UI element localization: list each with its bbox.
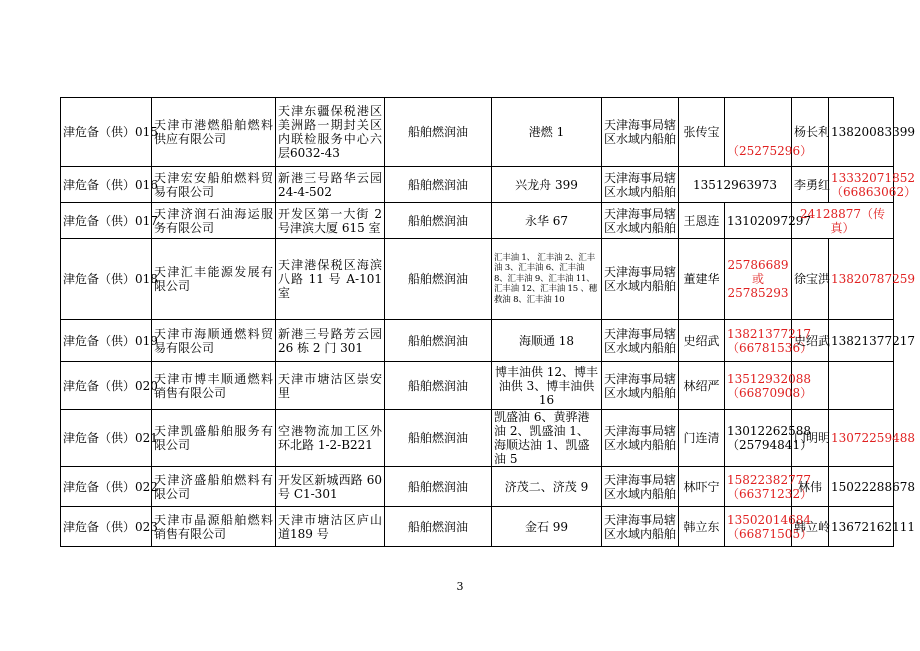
product-type: 船舶燃润油 (385, 203, 492, 239)
company-name: 天津市博丰顺通燃料销售有限公司 (152, 362, 276, 410)
product-type: 船舶燃润油 (385, 467, 492, 507)
company-address: 新港三号路华云园24-4-502 (276, 167, 385, 203)
company-address: 天津市塘沽区崇安里 (276, 362, 385, 410)
service-area: 天津海事局辖区水域内船舶 (602, 410, 679, 467)
contact-phone-2: 13820787259 (829, 239, 894, 320)
contact-phone-1: 13102097297 (725, 203, 792, 239)
record-id: 津危备（供）023 (61, 507, 152, 547)
company-name: 天津宏安船舶燃料贸易有限公司 (152, 167, 276, 203)
company-address: 新港三号路芳云园 26 栋 2 门 301 (276, 320, 385, 362)
company-name: 天津济润石油海运服务有限公司 (152, 203, 276, 239)
contact-phone-2: 15022288678 (829, 467, 894, 507)
product-type: 船舶燃润油 (385, 167, 492, 203)
record-id: 津危备（供）022 (61, 467, 152, 507)
record-id: 津危备（供）018 (61, 239, 152, 320)
service-area: 天津海事局辖区水域内船舶 (602, 98, 679, 167)
contact-phone-1: 15822382777（66371232） (725, 467, 792, 507)
vessel-names: 金石 99 (492, 507, 602, 547)
table-row (61, 362, 894, 410)
contact-phone-1: 13821377217（66781536） (725, 320, 792, 362)
company-name: 天津市晶源船舶燃料销售有限公司 (152, 507, 276, 547)
contact-phone-2: 13821377217 (829, 320, 894, 362)
vessel-names: 济茂二、济茂 9 (492, 467, 602, 507)
company-name: 天津凯盛船舶服务有限公司 (152, 410, 276, 467)
supplier-registry-table (60, 97, 917, 547)
service-area: 天津海事局辖区水域内船舶 (602, 203, 679, 239)
company-address: 天津东疆保税港区美洲路一期封关区内联检服务中心六层6032-43 (276, 98, 385, 167)
company-address: 开发区第一大街 2 号津滨大厦 615 室 (276, 203, 385, 239)
contact-person-2: 韩立岭 (792, 507, 829, 547)
record-id: 津危备（供）015 (61, 98, 152, 167)
contact-phone-1: （25275296） (725, 98, 792, 167)
contact-phone-2: 13672162111 (829, 507, 894, 547)
product-type: 船舶燃润油 (385, 410, 492, 467)
table-row (61, 410, 894, 467)
company-name: 天津汇丰能源发展有限公司 (152, 239, 276, 320)
vessel-names: 凯盛油 6、黄骅港油 2、凯盛油 1、海顺达油 1、凯盛油 5 (492, 410, 602, 467)
vessel-names: 海顺通 18 (492, 320, 602, 362)
vessel-names: 博丰油供 12、博丰油供 3、博丰油供 16 (492, 362, 602, 410)
contact-person-1: 史绍武 (679, 320, 725, 362)
contact-phone-2: 13820083399 (829, 98, 894, 167)
vessel-names: 港燃 1 (492, 98, 602, 167)
service-area: 天津海事局辖区水域内船舶 (602, 167, 679, 203)
table-row (61, 467, 894, 507)
contact-person-2: 徐宝洪 (792, 239, 829, 320)
table-row (61, 167, 894, 203)
contact-person-2: 李勇红 (792, 167, 829, 203)
product-type: 船舶燃润油 (385, 362, 492, 410)
contact-phone-2: 13332071852（66863062） (829, 167, 894, 203)
contact-phone-2: 24128877（传真） (792, 203, 894, 239)
vessel-names: 汇丰油 1、 汇丰油 2、汇丰油 3、汇丰油 6、汇丰油 8、汇丰油 9、汇丰油 11、汇丰油 12、汇丰油 15 、穗救油 8、汇丰油 10 (492, 239, 602, 320)
contact-person-2: 门明明 (792, 410, 829, 467)
contact-phone-1: 13502014684（66871505） (725, 507, 792, 547)
product-type: 船舶燃润油 (385, 239, 492, 320)
table-row (61, 203, 894, 239)
contact-person-1: 张传宝 (679, 98, 725, 167)
contact-phone-1-mobile: 13012262588（25794841） (727, 424, 813, 452)
vessel-names: 兴龙舟 399 (492, 167, 602, 203)
contact-person-1: 韩立东 (679, 507, 725, 547)
company-address: 天津市塘沽区庐山道189 号 (276, 507, 385, 547)
company-address: 空港物流加工区外环北路 1-2-B221 (276, 410, 385, 467)
contact-phone-2 (829, 362, 894, 410)
table-row (61, 507, 894, 547)
contact-person-1: 林绍严 (679, 362, 725, 410)
contact-phone-1: 13512932088（66870908） (725, 362, 792, 410)
service-area: 天津海事局辖区水域内船舶 (602, 362, 679, 410)
service-area: 天津海事局辖区水域内船舶 (602, 507, 679, 547)
service-area: 天津海事局辖区水域内船舶 (602, 320, 679, 362)
record-id: 津危备（供）021 (61, 410, 152, 467)
record-id: 津危备（供）016 (61, 167, 152, 203)
contact-person-1: 门连清 (679, 410, 725, 467)
product-type: 船舶燃润油 (385, 320, 492, 362)
contact-person-2: 史绍武 (792, 320, 829, 362)
vessel-names: 永华 67 (492, 203, 602, 239)
contact-person-1: 王恩连 (679, 203, 725, 239)
contact-phone-1: 25786689 或 25785293 (725, 239, 792, 320)
company-name: 天津济盛船舶燃料有限公司 (152, 467, 276, 507)
company-name: 天津市海顺通燃料贸易有限公司 (152, 320, 276, 362)
page-number: 3 (456, 580, 464, 593)
contact-person-1: 董建华 (679, 239, 725, 320)
company-address: 开发区新城西路 60 号 C1-301 (276, 467, 385, 507)
contact-person-2: 林伟 (792, 467, 829, 507)
table-row (61, 98, 894, 167)
service-area: 天津海事局辖区水域内船舶 (602, 239, 679, 320)
contact-person-1: 林吓宁 (679, 467, 725, 507)
product-type: 船舶燃润油 (385, 98, 492, 167)
contact-person-2: 杨长利 (792, 98, 829, 167)
product-type: 船舶燃润油 (385, 507, 492, 547)
company-address: 天津港保税区海滨八路 11 号 A-101 室 (276, 239, 385, 320)
contact-phone-2: 13072259488 (829, 410, 894, 467)
service-area: 天津海事局辖区水域内船舶 (602, 467, 679, 507)
record-id: 津危备（供）019 (61, 320, 152, 362)
table-row (61, 239, 894, 320)
record-id: 津危备（供）020 (61, 362, 152, 410)
contact-phone-1: 13512963973 (679, 167, 792, 203)
company-name: 天津市港燃船舶燃料供应有限公司 (152, 98, 276, 167)
table-row (61, 320, 894, 362)
record-id: 津危备（供）017 (61, 203, 152, 239)
